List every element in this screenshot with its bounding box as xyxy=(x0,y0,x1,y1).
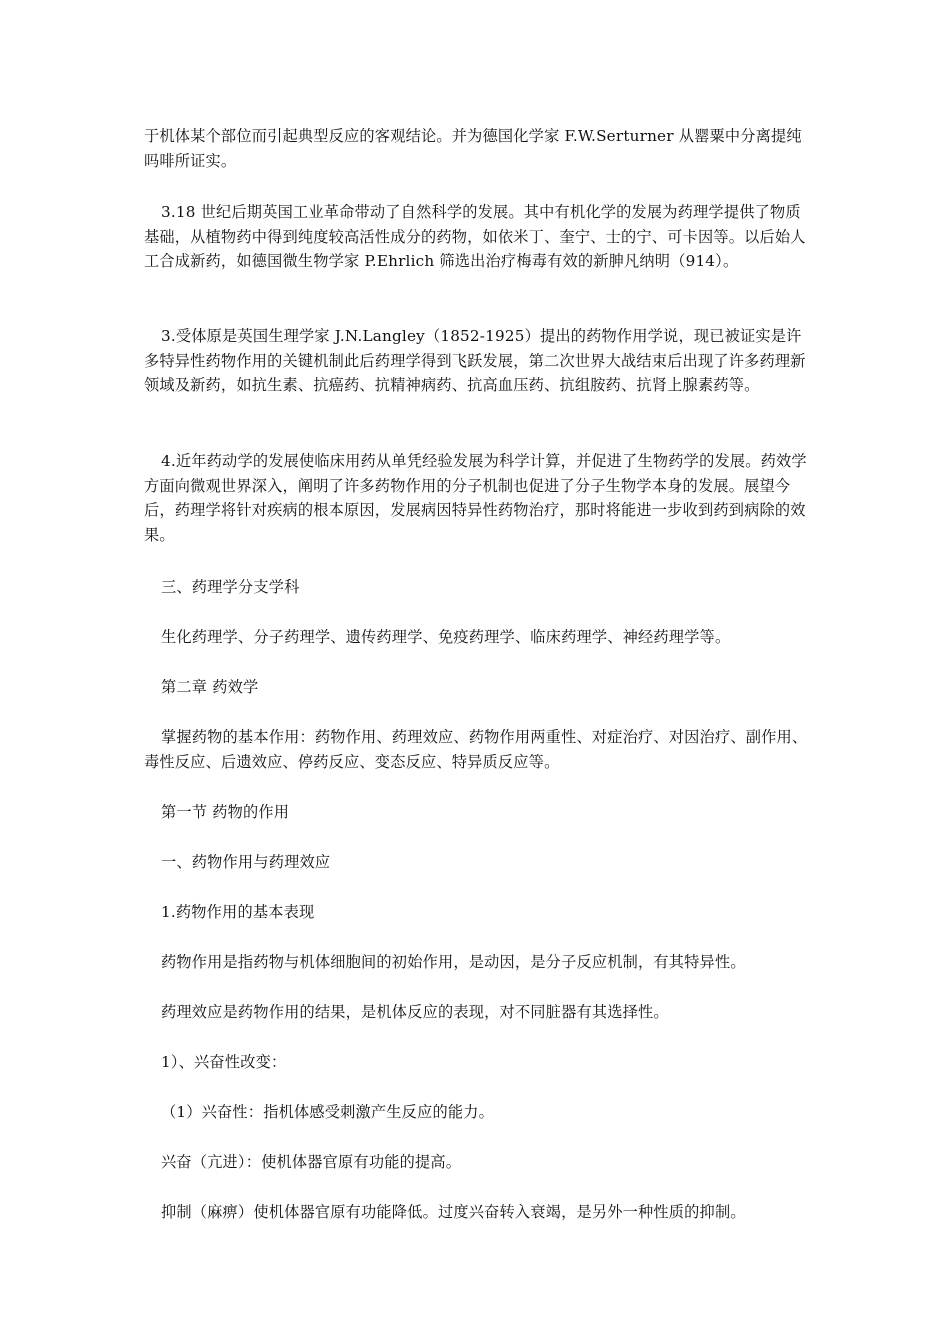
heading-drug-action-effect: 一、药物作用与药理效应 xyxy=(161,853,331,871)
paragraph-excitation: 兴奋（亢进）：使机体器官原有功能的提高。 xyxy=(161,1153,462,1171)
heading-section-one: 第一节 药物的作用 xyxy=(161,803,290,821)
paragraph-basic-actions: 掌握药物的基本作用：药物作用、药理效应、药物作用两重性、对症治疗、对因治疗、副作用、毒性反应、后遗效应、停药反应、变态反应、特异质反应等。 xyxy=(144,728,808,771)
paragraph-excitability: （1）兴奋性：指机体感受刺激产生反应的能力。 xyxy=(161,1103,495,1121)
heading-basic-manifestation: 1.药物作用的基本表现 xyxy=(161,903,315,921)
heading-chapter-two: 第二章 药效学 xyxy=(161,678,259,696)
paragraph-drug-action-definition: 药物作用是指药物与机体细胞间的初始作用，是动因，是分子反应机制，有其特异性。 xyxy=(161,953,746,971)
paragraph-pharmacological-effect: 药理效应是药物作用的结果，是机体反应的表现，对不同脏器有其选择性。 xyxy=(161,1003,669,1021)
paragraph-18th-century: 3.18 世纪后期英国工业革命带动了自然科学的发展。其中有机化学的发展为药理学提供了物质基础，从植物药中得到纯度较高活性成分的药物，如依米丁、奎宁、士的宁、可卡因等。以后始人工合成新药，如德国微生物学家 P.Ehrlich 筛选出治疗梅毒有效的新胂凡纳明（914）。 xyxy=(144,203,806,270)
paragraph-branch-list: 生化药理学、分子药理学、遗传药理学、免疫药理学、临床药理学、神经药理学等。 xyxy=(161,628,731,646)
paragraph-inhibition: 抑制（麻痹）使机体器官原有功能降低。过度兴奋转入衰竭，是另外一种性质的抑制。 xyxy=(161,1203,746,1221)
paragraph-receptor-theory: 3.受体原是英国生理学家 J.N.Langley（1852-1925）提出的药物作用学说，现已被证实是许多特异性药物作用的关键机制此后药理学得到飞跃发展，第二次世界大战结束后出现了许多药理新领域及新药，如抗生素、抗癌药、抗精神病药、抗高血压药、抗组胺药、抗肾上腺素药等。 xyxy=(144,327,806,394)
paragraph-serturner-conclusion: 于机体某个部位而引起典型反应的客观结论。并为德国化学家 F.W.Serturner 从罂粟中分离提纯吗啡所证实。 xyxy=(144,127,802,170)
heading-branch-disciplines: 三、药理学分支学科 xyxy=(161,578,300,596)
heading-excitability-change: 1）、兴奋性改变： xyxy=(161,1053,287,1071)
paragraph-pharmacokinetics: 4.近年药动学的发展使临床用药从单凭经验发展为科学计算，并促进了生物药学的发展。药效学方面向微观世界深入，阐明了许多药物作用的分子机制也促进了分子生物学本身的发展。展望今后，药理学将针对疾病的根本原因，发展病因特异性药物治疗，那时将能进一步收到药到病除的效果。 xyxy=(144,452,807,544)
